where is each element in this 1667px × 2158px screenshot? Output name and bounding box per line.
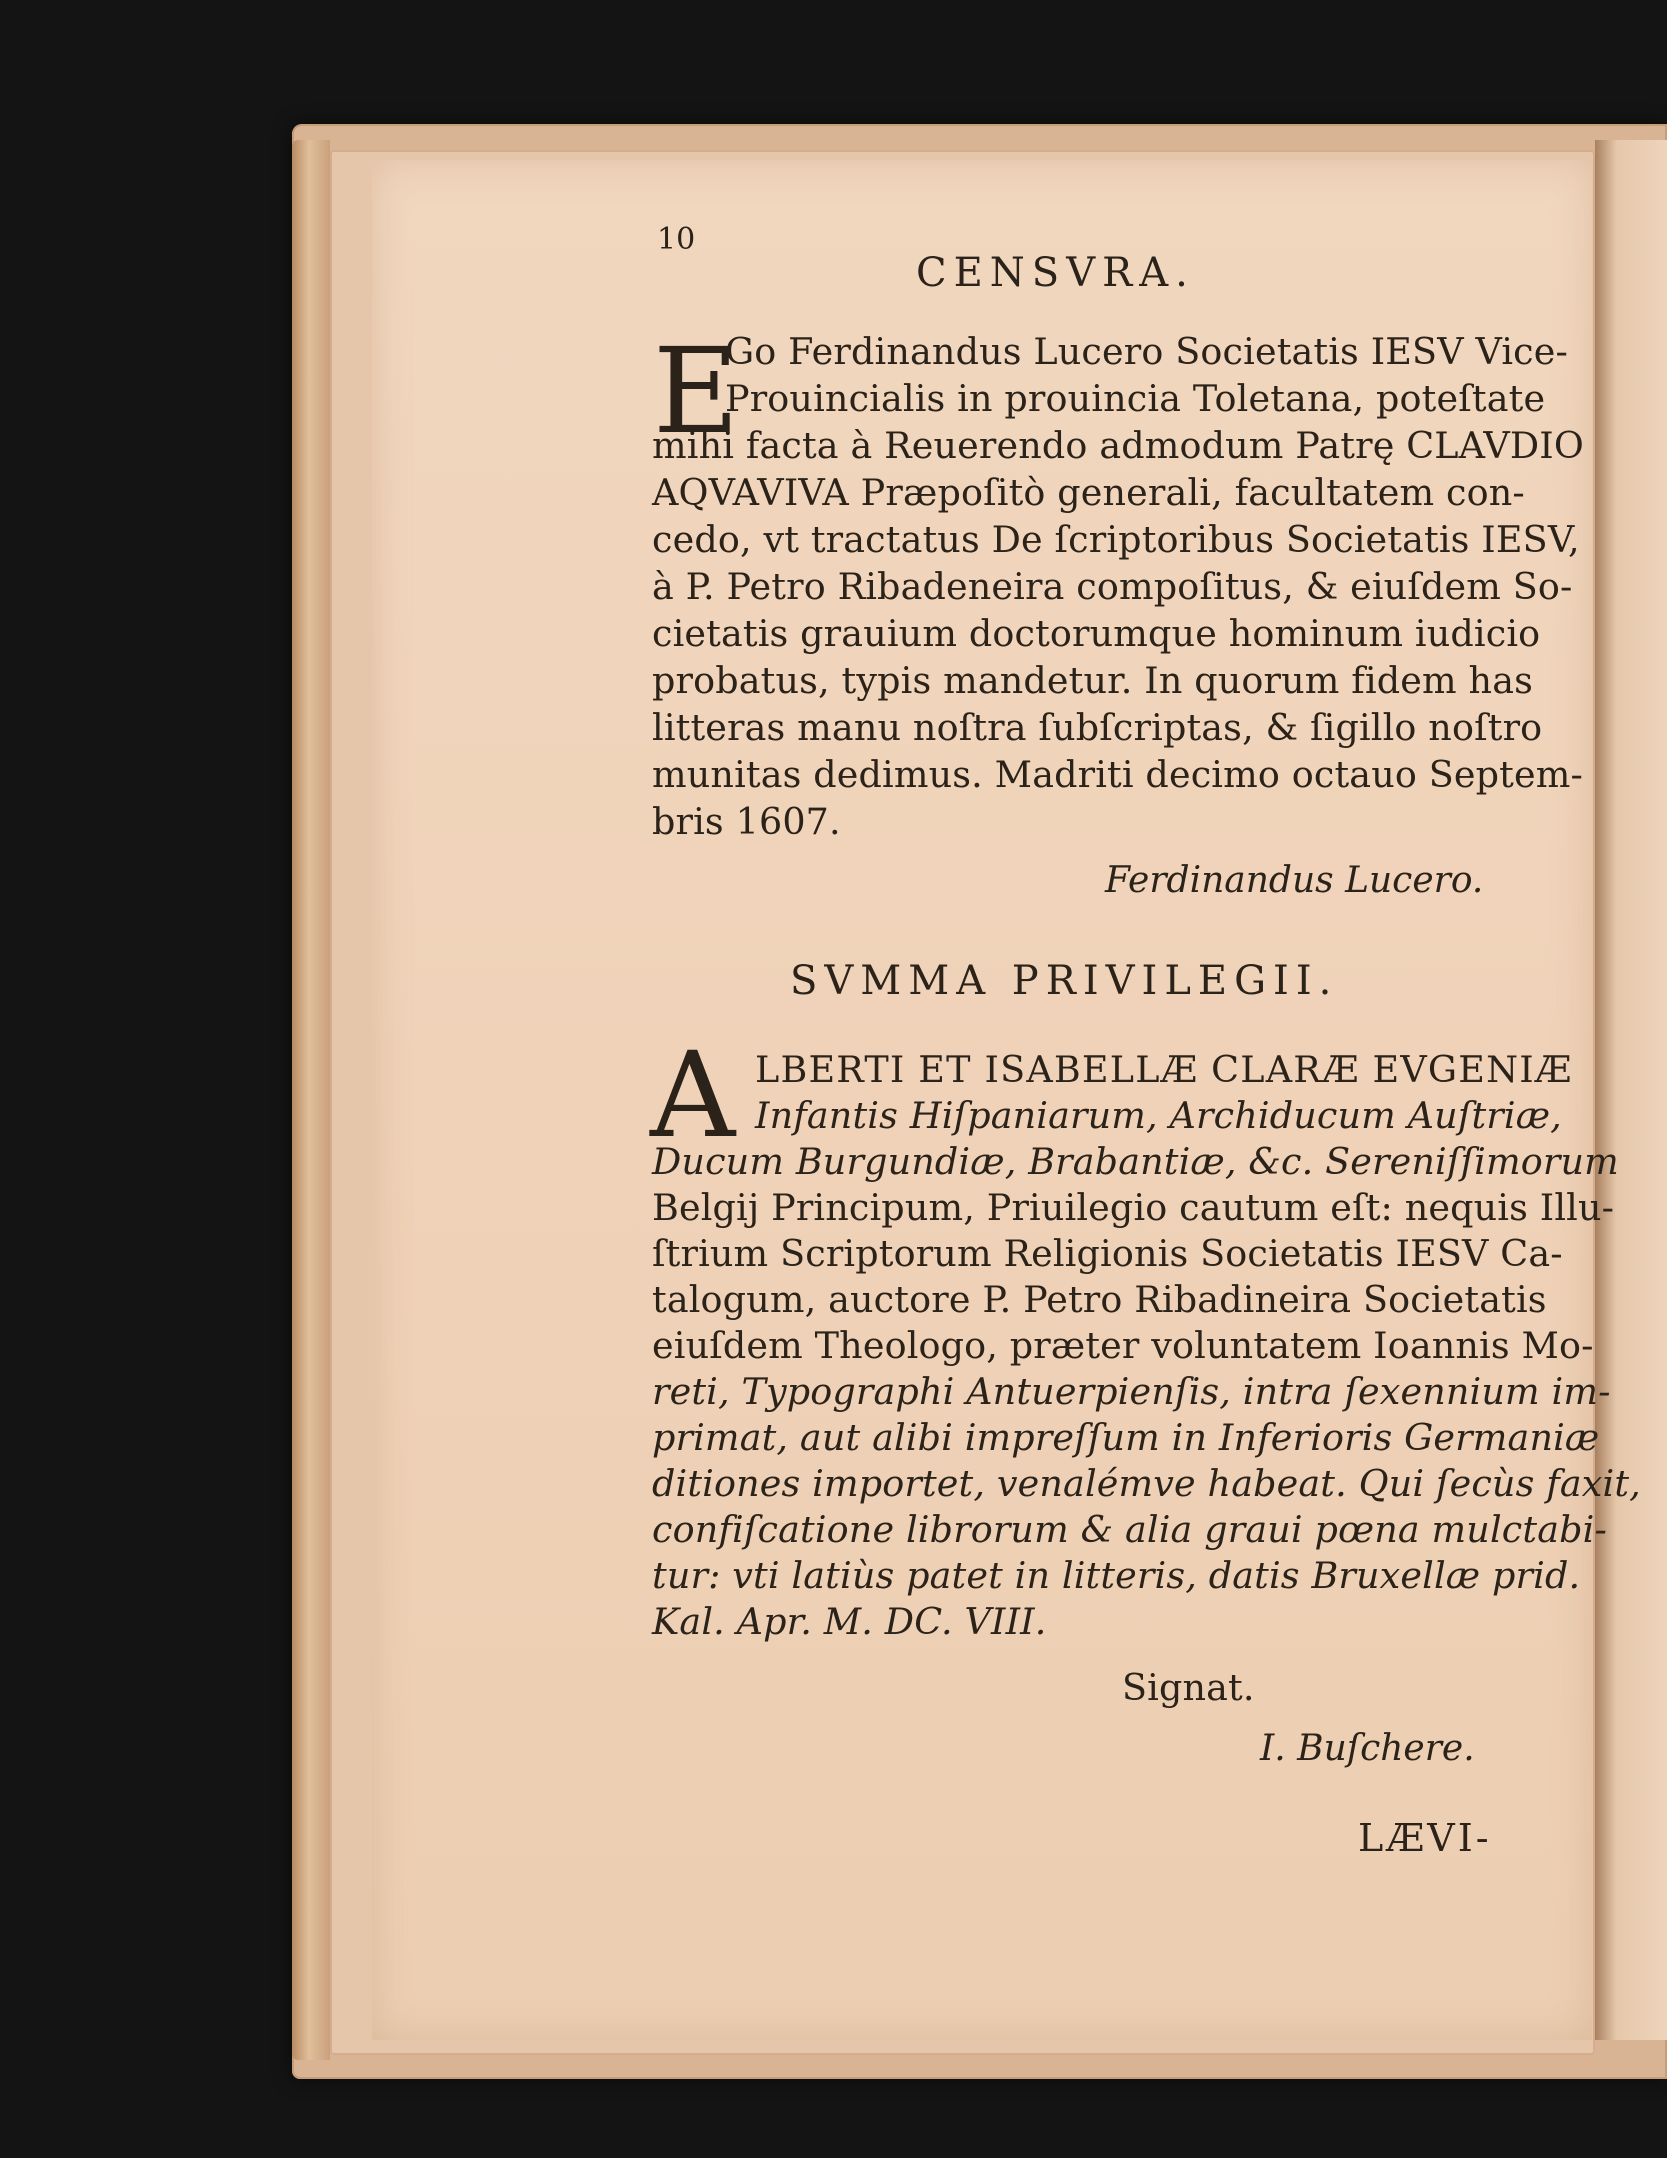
censura-line: cietatis grauium doctorumque hominum iudicio	[652, 612, 1541, 655]
privilegium-line: confiſcatione librorum & alia graui pœna mulctabi-	[652, 1508, 1607, 1551]
censura-line: bris 1607.	[652, 800, 841, 843]
privilegium-drop-cap: A	[650, 1026, 736, 1164]
privilegium-line: Belgij Principum, Priuilegio cautum eſt: nequis Illu-	[652, 1186, 1615, 1229]
facing-page-edge	[1595, 140, 1667, 2040]
privilegium-line: reti, Typographi Antuerpienſis, intra ſexennium im-	[652, 1370, 1611, 1413]
censura-line: cedo, vt tractatus De ſcriptoribus Societatis IESV,	[652, 518, 1580, 561]
censura-line: probatus, typis mandetur. In quorum fidem has	[652, 659, 1534, 702]
privilegium-signed-label: Signat.	[1122, 1666, 1255, 1709]
censura-line: à P. Petro Ribadeneira compoſitus, & eiuſdem So-	[652, 565, 1573, 608]
privilegium-line: Kal. Apr. M. DC. VIII.	[652, 1600, 1047, 1643]
censura-line: AQVAVIVA Præpoſitò generali, facultatem con-	[652, 471, 1525, 514]
privilegium-line: talogum, auctore P. Petro Ribadineira Societatis	[652, 1278, 1547, 1321]
censura-heading: CENSVRA.	[916, 250, 1195, 296]
privilegium-line: tur: vti latiùs patet in litteris, datis Bruxellæ prid.	[652, 1554, 1581, 1597]
page-number: 10	[657, 222, 696, 257]
censura-line: Go Ferdinandus Lucero Societatis IESV Vice-	[725, 330, 1568, 373]
catchword: LÆVI-	[1358, 1816, 1492, 1860]
censura-line: Prouincialis in prouincia Toletana, poteſtate	[725, 377, 1546, 420]
privilegium-line: ditiones importet, venalémve habeat. Qui ſecùs faxit,	[652, 1462, 1641, 1505]
censura-drop-cap: E	[653, 322, 740, 460]
privilegium-line: Ducum Burgundiæ, Brabantiæ, &c. Sereniſſimorum	[652, 1140, 1619, 1183]
censura-signature: Ferdinandus Lucero.	[1105, 860, 1484, 901]
privilegium-line: Infantis Hiſpaniarum, Archiducum Auſtriæ,	[755, 1094, 1562, 1137]
privilegium-line: LBERTI ET ISABELLÆ CLARÆ EVGENIÆ	[755, 1048, 1573, 1091]
censura-line: mihi facta à Reuerendo admodum Patrę CLAVDIO	[652, 424, 1584, 467]
privilegium-signature: I. Buſchere.	[1260, 1728, 1475, 1769]
censura-line: munitas dedimus. Madriti decimo octauo Septem-	[652, 753, 1583, 796]
privilegium-line: ſtrium Scriptorum Religionis Societatis IESV Ca-	[652, 1232, 1563, 1275]
privilegium-line: eiuſdem Theologo, præter voluntatem Ioannis Mo-	[652, 1324, 1594, 1367]
book-spine-edge	[292, 140, 330, 2060]
privilegium-heading: SVMMA PRIVILEGII.	[790, 958, 1339, 1004]
privilegium-line: primat, aut alibi impreſſum in Inferioris Germaniæ	[652, 1416, 1600, 1459]
censura-line: litteras manu noſtra ſubſcriptas, & ſigillo noſtro	[652, 706, 1543, 749]
